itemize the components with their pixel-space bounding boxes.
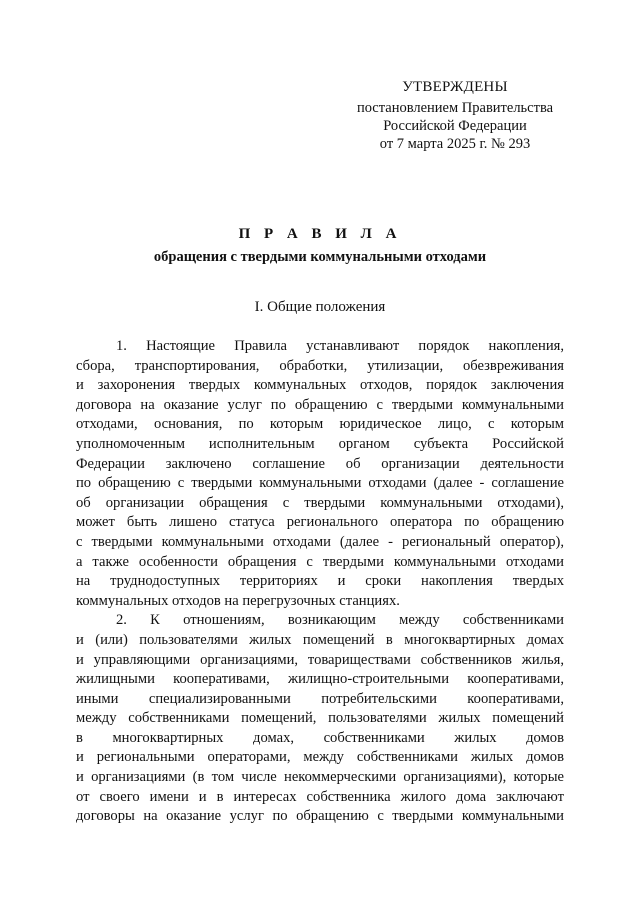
- paragraph-1-line: отходами, основания, по которым юридическое лицо, с которым: [76, 416, 564, 433]
- document-subtitle: обращения с твердыми коммунальными отходами: [153, 249, 487, 265]
- paragraph-1-line: по обращению с твердыми коммунальными отходами (далее - соглашение: [76, 475, 564, 492]
- paragraph-1-line: может быть лишено статуса регионального оператора по обращению: [76, 514, 564, 531]
- paragraph-2-line: и управляющими организациями, товариществами собственников жилья,: [76, 651, 564, 668]
- paragraph-1-line: сбора, транспортирования, обработки, утилизации, обезвреживания: [76, 357, 564, 374]
- paragraph-1-line: 1. Настоящие Правила устанавливают порядок накопления,: [116, 338, 564, 354]
- paragraph-2-line: и (или) пользователями жилых помещений в многоквартирных домах: [76, 631, 564, 648]
- paragraph-1-line: об организации обращения с твердыми коммунальными отходами),: [76, 494, 564, 511]
- paragraph-1-line: договора на оказание услуг по обращению с твердыми коммунальными: [76, 396, 564, 413]
- paragraph-2-line: в многоквартирных домах, собственниками жилых домов: [76, 729, 564, 746]
- approval-line-decree: постановлением Правительства: [356, 100, 554, 116]
- paragraph-2-line: от своего имени и в интересах собственника жилого дома заключают: [76, 788, 564, 805]
- paragraph-2-line: жилищными кооперативами, жилищно-строительными кооперативами,: [76, 671, 564, 688]
- paragraph-2-line: 2. К отношениям, возникающим между собственниками: [116, 612, 564, 629]
- paragraph-1-line: уполномоченным исполнительным органом субъекта Российской: [76, 435, 564, 452]
- approval-stamp: [345, 78, 565, 153]
- approval-line-authority: Российской Федерации: [383, 118, 527, 134]
- paragraph-1-line: и захоронения твердых коммунальных отходов, порядок заключения: [76, 377, 564, 394]
- document-title: П Р А В И Л А: [238, 226, 402, 242]
- paragraph-2-line: договоры на оказание услуг по обращению с твердыми коммунальными: [76, 808, 564, 825]
- approval-line-date: от 7 марта 2025 г. № 293: [379, 136, 531, 152]
- approval-title: УТВЕРЖДЕНЫ: [402, 79, 508, 95]
- paragraph-1-line: на труднодоступных территориях и сроки накопления твердых: [76, 573, 564, 590]
- paragraph-2-line: и региональными операторами, между собственниками жилых домов: [76, 749, 564, 766]
- paragraph-2-line: между собственниками помещений, пользователями жилых помещений: [76, 710, 564, 727]
- paragraph-1-line: а также особенности обращения с твердыми коммунальными отходами: [76, 553, 564, 570]
- body-text: [76, 337, 564, 827]
- paragraph-2-line: иными специализированными потребительскими кооперативами,: [76, 690, 564, 707]
- paragraph-1-line: коммунальных отходов на перегрузочных станциях.: [76, 592, 400, 609]
- paragraph-1-line: с твердыми коммунальными отходами (далее - региональный оператор),: [76, 533, 564, 550]
- paragraph-1-line: Федерации заключено соглашение об организации деятельности: [76, 455, 564, 472]
- paragraph-2-line: и организациями (в том числе некоммерческими организациями), которые: [76, 769, 564, 786]
- section-heading: I. Общие положения: [254, 299, 386, 315]
